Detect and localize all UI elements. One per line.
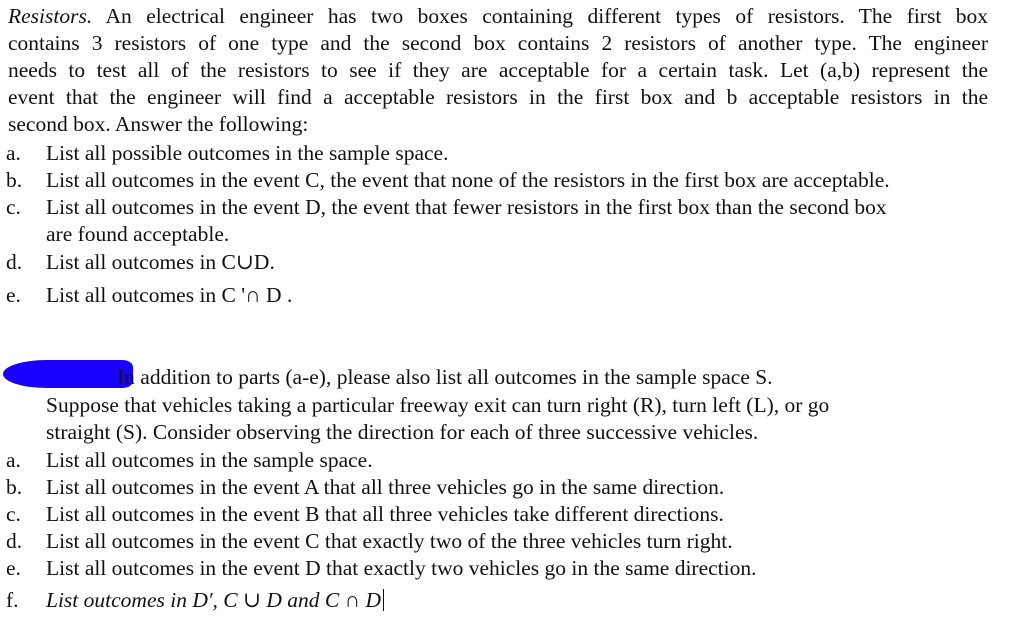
problem2-line-2-text: straight (S). Consider observing the direction for each of three successive vehicles.	[46, 420, 759, 444]
item-marker: e.	[6, 283, 21, 307]
item-text: List all outcomes in the event B that all three vehicles take different directions.	[46, 502, 724, 526]
problem1-line-3: needs to test all of the resistors to see if they are acceptable for a certain task. Let (a,b) represent the	[8, 58, 988, 82]
item-text: List all outcomes in the event D, the event that fewer resistors in the first box than the second box	[46, 195, 887, 219]
problem2-line-1-text: Suppose that vehicles taking a particular freeway exit can turn right (R), turn left (L), or go	[46, 393, 830, 417]
item-text: List all outcomes in C '∩ D .	[46, 283, 293, 307]
problem1-label: Resistors.	[8, 4, 93, 28]
item-text-wrap	[46, 587, 384, 614]
item-text: List all outcomes in C∪D.	[46, 250, 275, 274]
problem1-line-4: event that the engineer will find a acceptable resistors in the first box and b acceptable resistors in the	[8, 85, 988, 109]
item-marker: a.	[6, 448, 21, 472]
item-marker: d.	[6, 250, 23, 274]
item-text: List all outcomes in the event C, the event that none of the resistors in the first box are acceptable.	[46, 168, 890, 192]
item-marker: b.	[6, 475, 23, 499]
problem2-intro-text: In addition to parts (a-e), please also list all outcomes in the sample space S.	[117, 365, 773, 389]
item-text: are found acceptable.	[46, 222, 230, 246]
item-text: List all outcomes in the event D that exactly two vehicles go in the same direction.	[46, 556, 757, 580]
problem1-line-2: contains 3 resistors of one type and the second box contains 2 resistors of another type. The engineer	[8, 31, 988, 55]
problem1-line-1-text: An electrical engineer has two boxes containing different types of resistors. The first box	[92, 4, 988, 28]
text-cursor	[383, 589, 384, 611]
item-marker: b.	[6, 168, 23, 192]
item-marker: c.	[6, 502, 21, 526]
item-text: List all outcomes in the event A that all three vehicles go in the same direction.	[46, 475, 725, 499]
item-marker: f.	[6, 588, 19, 612]
item-text: List all possible outcomes in the sample space.	[46, 141, 449, 165]
item-text: List outcomes in D′, C ∪ D and C ∩ D	[46, 588, 382, 612]
item-text: List all outcomes in the sample space.	[46, 448, 373, 472]
item-marker: d.	[6, 529, 23, 553]
item-marker: e.	[6, 556, 21, 580]
problem1-line-1	[8, 3, 988, 30]
item-marker: c.	[6, 195, 21, 219]
item-marker: a.	[6, 141, 21, 165]
item-text: List all outcomes in the event C that exactly two of the three vehicles turn right.	[46, 529, 733, 553]
redaction-mark	[3, 360, 133, 388]
problem1-line-5: second box. Answer the following:	[8, 112, 309, 136]
